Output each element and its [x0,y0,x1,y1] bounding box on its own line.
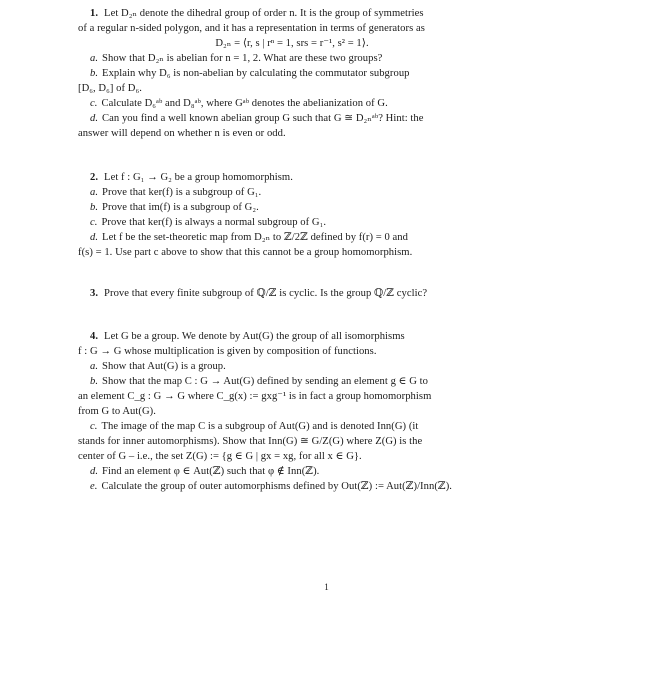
problem-4 [78,329,482,494]
problem-4-part-b-cont-2: from G to Aut(G). [78,406,156,417]
page-number: 1 [324,582,329,592]
problem-4-part-e: e. Calculate the group of outer automorphisms defined by Out(ℤ) := Aut(ℤ)/Inn(ℤ). [90,481,452,492]
problem-2 [78,170,482,260]
problem-4-part-c-cont-1: stands for inner automorphisms). Show that Inn(G) ≅ G/Z(G) where Z(G) is the [78,436,423,447]
problem-1-part-d-cont: answer will depend on whether n is even or odd. [78,128,286,139]
problem-1-line-1: 1. Let D₂ₙ denote the dihedral group of order n. It is the group of symmetries [90,8,424,19]
problem-1 [78,6,482,141]
problem-4-part-c-cont-2: center of G – i.e., the set Z(G) := {g ∈ G | gx = xg, for all x ∈ G}. [78,451,362,462]
problem-4-part-b: b. Show that the map C : G → Aut(G) defined by sending an element g ∈ G to [90,376,428,387]
dihedral-presentation: D₂ₙ = ⟨r, s | rⁿ = 1, srs = r⁻¹, s² = 1⟩. [215,38,369,49]
problem-number: 1. [90,8,99,19]
problem-1-part-a: a. Show that D₂ₙ is abelian for n = 1, 2. What are these two groups? [90,53,383,64]
problem-1-part-b: b. Explain why D₆ is non-abelian by calculating the commutator subgroup [90,68,410,79]
problem-2-part-c: c. Prove that ker(f) is always a normal subgroup of G₁. [90,217,327,228]
problem-2-part-a: a. Prove that ker(f) is a subgroup of G₁. [90,187,262,198]
problem-4-part-b-cont-1: an element C_g : G → G where C_g(x) := gxg⁻¹ is in fact a group homomorphism [78,391,432,402]
problem-4-line-1: 4. Let G be a group. We denote by Aut(G) the group of all isomorphisms [90,331,405,342]
problem-1-part-d: d. Can you find a well known abelian group G such that G ≅ D₂ₙᵃᵇ? Hint: the [90,113,424,124]
problem-sheet [78,6,482,494]
problem-number: 2. [90,172,99,183]
problem-4-part-c: c. The image of the map C is a subgroup of Aut(G) and is denoted Inn(G) (it [90,421,419,432]
problem-4-line-2: f : G → G whose multiplication is given by composition of functions. [78,346,377,357]
problem-1-part-b-cont: [D₆, D₆] of D₆. [78,83,142,94]
problem-2-part-d-cont: f(s) = 1. Use part c above to show that this cannot be a group homomorphism. [78,247,413,258]
problem-number: 4. [90,331,99,342]
problem-4-part-a: a. Show that Aut(G) is a group. [90,361,226,372]
problem-2-line-1: 2. Let f : G₁ → G₂ be a group homomorphism. [90,172,293,183]
problem-3-line-1: 3. Prove that every finite subgroup of ℚ/ℤ is cyclic. Is the group ℚ/ℤ cyclic? [90,288,428,299]
problem-2-part-b: b. Prove that im(f) is a subgroup of G₂. [90,202,259,213]
problem-1-line-2: of a regular n-sided polygon, and it has a representation in terms of generators as [78,23,425,34]
problem-2-part-d: d. Let f be the set-theoretic map from D₂ₙ to ℤ/2ℤ defined by f(r) = 0 and [90,232,409,243]
problem-4-part-d: d. Find an element φ ∈ Aut(ℤ) such that φ ∉ Inn(ℤ). [90,466,320,477]
problem-number: 3. [90,288,99,299]
problem-3 [78,286,482,301]
problem-1-part-c: c. Calculate D₆ᵃᵇ and D₈ᵃᵇ, where Gᵃᵇ denotes the abelianization of G. [90,98,388,109]
